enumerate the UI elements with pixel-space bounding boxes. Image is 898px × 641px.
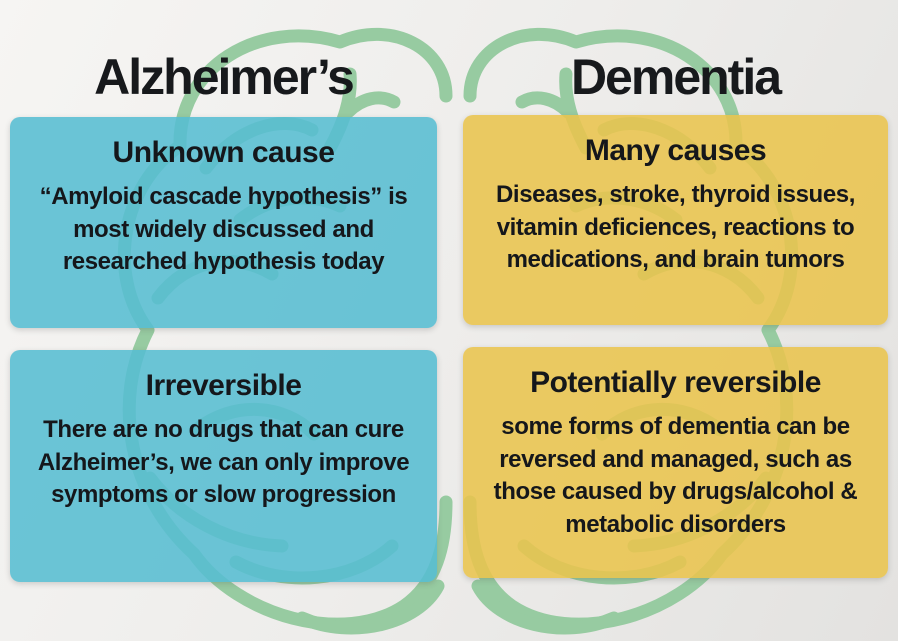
card-many-causes: [463, 115, 888, 325]
card-unknown-cause: [10, 117, 437, 328]
card-heading: Many causes: [584, 134, 767, 167]
card-heading: Irreversible: [145, 369, 302, 402]
card-irreversible: [10, 350, 437, 582]
card-heading: Potentially reversible: [530, 366, 821, 399]
card-body: some forms of dementia can be reversed and managed, such as those caused by drugs/alcohol & metabolic disorders: [493, 413, 858, 538]
card-potentially-reversible: [463, 347, 888, 578]
column-title-dementia: Dementia: [570, 49, 781, 105]
card-heading: Unknown cause: [112, 136, 335, 169]
card-body: There are no drugs that can cure Alzheimer’s, we can only improve symptoms or slow progression: [37, 416, 410, 509]
card-body: “Amyloid cascade hypothesis” is most widely discussed and researched hypothesis today: [39, 183, 408, 276]
card-body: Diseases, stroke, thyroid issues, vitamin deficiences, reactions to medications, and brain tumors: [496, 181, 855, 274]
column-title-alzheimers: Alzheimer’s: [94, 49, 353, 105]
